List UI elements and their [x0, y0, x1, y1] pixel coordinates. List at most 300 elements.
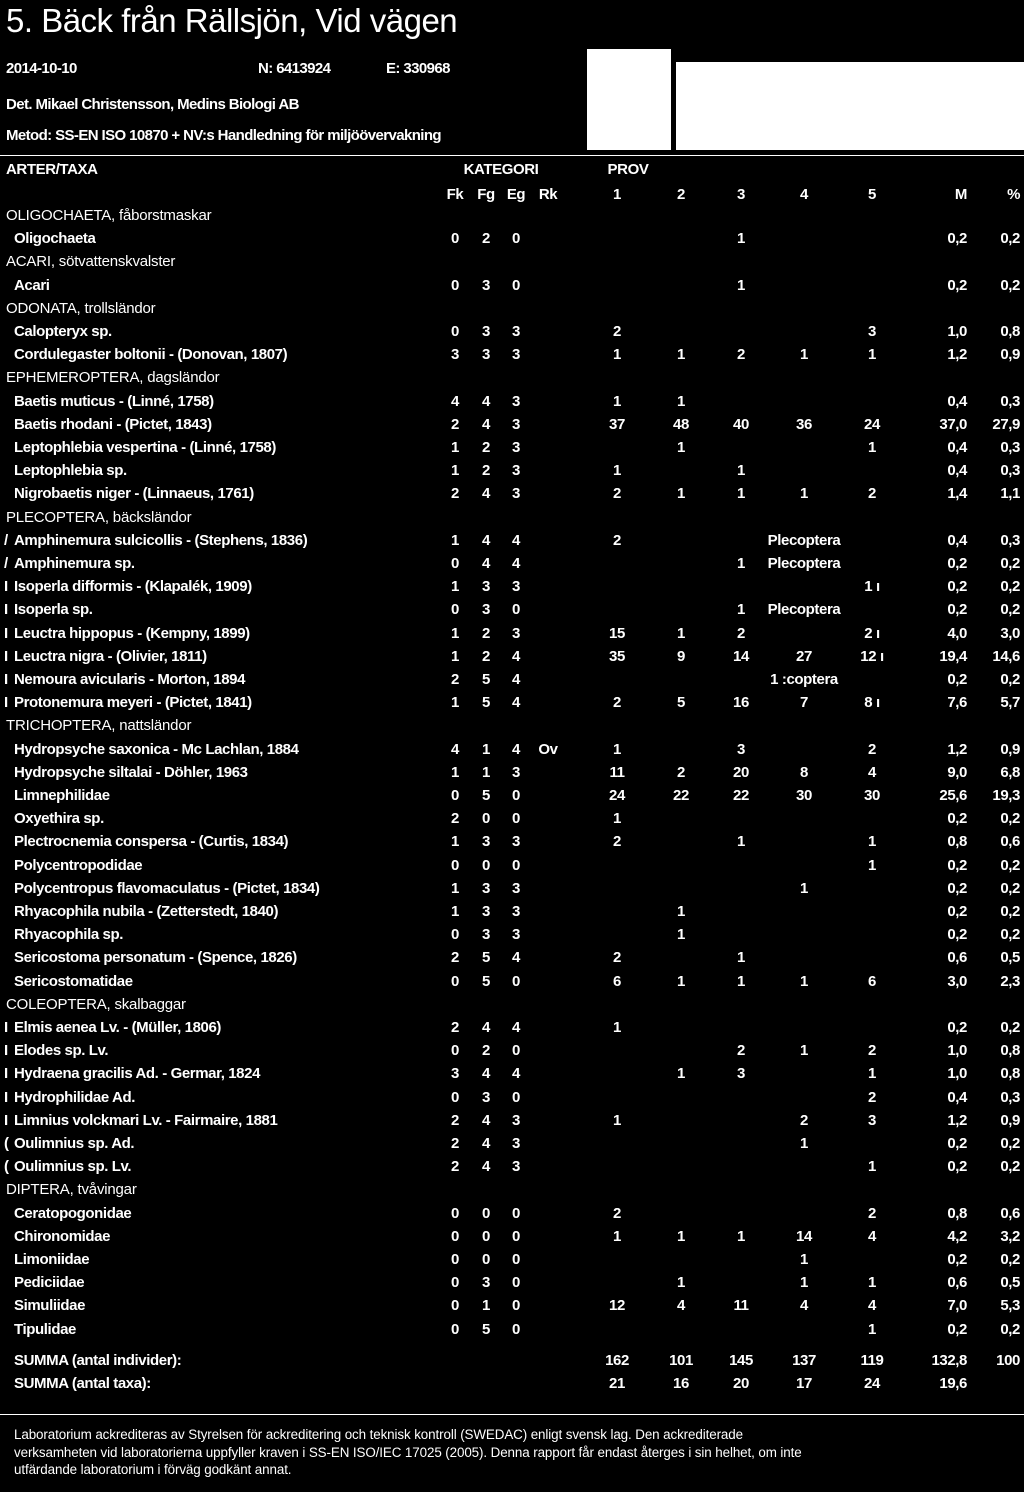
table-cell: 0,2 — [1000, 879, 1020, 897]
table-cell: 0 — [512, 276, 520, 294]
sum-cell: 17 — [796, 1375, 812, 1392]
table-cell: 0,2 — [947, 1158, 967, 1176]
table-cell: 12 — [609, 1297, 625, 1315]
table-cell: 0,4 — [947, 1088, 967, 1106]
table-cell: 0,8 — [1000, 323, 1020, 340]
table-cell: 2 — [737, 1042, 745, 1060]
table-cell: 1 — [482, 740, 490, 758]
table-cell: 1 — [677, 903, 685, 920]
taxon-name: Oulimnius sp. Ad. — [14, 1135, 135, 1152]
table-cell: 4 — [451, 392, 459, 410]
table-cell: 15 — [609, 624, 625, 642]
table-cell: 1 — [677, 392, 685, 410]
table-cell: 19,3 — [992, 787, 1020, 804]
table-cell: 20 — [733, 763, 749, 781]
table-cell: Ov — [538, 740, 558, 758]
table-cell: 3 — [512, 392, 520, 410]
taxon-name: Hydrophilidae Ad. — [14, 1088, 135, 1106]
table-cell: 22 — [733, 787, 749, 804]
taxon-group: PLECOPTERA, bäcksländor — [6, 508, 192, 526]
table-cell: 5 — [482, 787, 490, 804]
table-cell: 1 — [868, 833, 876, 851]
table-cell: 2 — [613, 833, 621, 851]
table-cell: 2 — [868, 1088, 876, 1106]
table-cell: 2 — [451, 810, 459, 828]
table-cell: 3 — [512, 1158, 520, 1176]
table-cell: 3 — [512, 833, 520, 851]
sum-label: SUMMA (antal individer): — [14, 1352, 182, 1369]
taxon-prefix: I — [4, 671, 8, 688]
table-cell: 3 — [512, 578, 520, 596]
table-cell: 0,2 — [1000, 903, 1020, 920]
table-cell: 2 — [868, 485, 876, 503]
table-cell: 1 — [677, 926, 685, 944]
taxon-prefix: I — [4, 601, 8, 619]
table-cell: 4 — [677, 1297, 685, 1315]
table-cell: 4 — [482, 1019, 490, 1036]
taxon-name: Elodes sp. Lv. — [14, 1042, 109, 1060]
table-cell: 0,4 — [947, 439, 967, 456]
table-cell: 19,4 — [939, 647, 967, 665]
table-cell: 0 — [512, 1227, 520, 1245]
table-cell: 2,3 — [1000, 972, 1020, 990]
sum-cell: 16 — [673, 1375, 689, 1392]
table-cell: 37 — [609, 415, 625, 433]
table-cell: 4 — [512, 671, 520, 688]
table-cell: 2 — [482, 647, 490, 665]
table-cell: 7,0 — [947, 1297, 967, 1315]
table-cell: 3 — [737, 740, 745, 758]
table-cell: 4 — [868, 1227, 876, 1245]
table-cell: 1 — [451, 624, 459, 642]
taxon-name: Acari — [14, 276, 50, 294]
column-header-3: Rk — [538, 186, 558, 203]
table-cell: 0,2 — [947, 555, 967, 572]
table-cell: 1 — [613, 740, 621, 758]
table-cell: 3 — [512, 624, 520, 642]
table-cell: 27,9 — [992, 415, 1020, 433]
taxon-name: Limnephilidae — [14, 787, 110, 804]
table-cell: 0 — [512, 856, 520, 874]
table-cell: 1 — [800, 1135, 808, 1152]
table-cell: 1,0 — [947, 323, 967, 340]
table-cell: 2 — [482, 624, 490, 642]
taxon-prefix: I — [4, 1088, 8, 1106]
logo-box-right — [676, 62, 1024, 150]
table-cell: 1 — [677, 439, 685, 456]
table-cell: 1 — [482, 763, 490, 781]
table-cell: 4 — [482, 485, 490, 503]
table-cell: 1 — [451, 439, 459, 456]
taxon-group: TRICHOPTERA, nattsländor — [6, 717, 192, 735]
table-cell: 0,2 — [1000, 926, 1020, 944]
table-cell: 1 — [677, 972, 685, 990]
table-cell: 0,2 — [947, 578, 967, 596]
accreditation-footer — [14, 1426, 1014, 1479]
prov-header: PROV — [607, 161, 649, 178]
table-cell: 1 — [482, 1297, 490, 1315]
table-cell: 2 — [613, 531, 621, 549]
table-cell: 0,2 — [1000, 578, 1020, 596]
table-cell: 4 — [482, 1111, 490, 1129]
table-cell: 3 — [512, 415, 520, 433]
table-cell: 1 — [613, 1019, 621, 1036]
table-cell: 0 — [451, 972, 459, 990]
taxon-prefix: I — [4, 694, 8, 712]
taxon-prefix: I — [4, 624, 8, 642]
table-cell: 5 — [677, 694, 685, 712]
table-cell: 1 — [451, 531, 459, 549]
table-cell: 0 — [451, 787, 459, 804]
table-cell: 2 — [613, 1204, 621, 1222]
table-cell: 1 — [868, 346, 876, 364]
taxon-prefix: I — [4, 1042, 8, 1060]
table-cell: 0 — [451, 1251, 459, 1268]
taxon-name: Nemoura avicularis - Morton, 1894 — [14, 671, 246, 688]
table-cell: 3 — [868, 1111, 876, 1129]
table-cell: 0,2 — [947, 1251, 967, 1268]
table-cell: 0,3 — [1000, 462, 1020, 480]
table-cell: 30 — [864, 787, 880, 804]
table-cell: 14 — [796, 1227, 812, 1245]
table-cell: 0,3 — [1000, 1088, 1020, 1106]
table-cell: 2 — [451, 1111, 459, 1129]
taxon-name: Polycentropodidae — [14, 856, 143, 874]
table-cell: 0,2 — [1000, 810, 1020, 828]
table-cell: 1,1 — [1000, 485, 1020, 503]
table-cell: 3 — [482, 1088, 490, 1106]
table-cell: 1,2 — [947, 740, 967, 758]
table-cell: 4 — [451, 740, 459, 758]
table-cell: 3 — [512, 323, 520, 340]
method: Metod: SS-EN ISO 10870 + NV:s Handledning för miljöövervakning — [6, 127, 441, 144]
table-cell: 0,2 — [947, 1019, 967, 1036]
table-cell: 0,6 — [1000, 833, 1020, 851]
table-cell: 2 ı — [864, 624, 880, 642]
table-cell: 0,9 — [1000, 740, 1020, 758]
taxon-name: Oxyethira sp. — [14, 810, 104, 828]
table-cell: 0 — [512, 230, 520, 248]
table-cell: 0 — [482, 1227, 490, 1245]
taxon-name: Ceratopogonidae — [14, 1204, 132, 1222]
table-cell: 6 — [613, 972, 621, 990]
header-divider — [0, 155, 1024, 156]
table-cell: 0 — [512, 972, 520, 990]
table-cell: 6 — [868, 972, 876, 990]
table-cell: 0 — [512, 1042, 520, 1060]
table-cell: 0,2 — [1000, 230, 1020, 248]
taxon-name: Sericostomatidae — [14, 972, 133, 990]
table-cell: 0 — [451, 1297, 459, 1315]
table-cell: Plecoptera — [767, 555, 841, 572]
table-cell: 0,2 — [1000, 555, 1020, 572]
table-cell: 1 — [613, 1111, 621, 1129]
table-cell: 2 — [451, 671, 459, 688]
table-cell: 0 — [451, 1088, 459, 1106]
column-header-4: 1 — [613, 186, 621, 203]
table-cell: 24 — [864, 415, 880, 433]
taxon-name: Leuctra nigra - (Olivier, 1811) — [14, 647, 207, 665]
table-cell: 4 — [512, 694, 520, 712]
table-cell: 0,9 — [1000, 346, 1020, 364]
taxon-name: Leptophlebia sp. — [14, 462, 127, 480]
table-cell: 0,2 — [947, 810, 967, 828]
table-cell: 4 — [512, 555, 520, 572]
table-cell: 0,8 — [1000, 1042, 1020, 1060]
table-cell: 9 — [677, 647, 685, 665]
column-header-7: 4 — [800, 186, 808, 203]
table-cell: 1 — [451, 833, 459, 851]
table-cell: 0 — [512, 1320, 520, 1338]
table-cell: 3 — [512, 879, 520, 897]
table-cell: 3 — [482, 833, 490, 851]
table-cell: 5,7 — [1000, 694, 1020, 712]
taxon-prefix: I — [4, 578, 8, 596]
taxon-group: DIPTERA, tvåvingar — [6, 1181, 137, 1199]
table-cell: 4 — [482, 531, 490, 549]
column-header-10: % — [1007, 186, 1020, 203]
table-cell: 0,2 — [947, 1320, 967, 1338]
table-cell: 4 — [482, 555, 490, 572]
sum-cell: 101 — [669, 1352, 693, 1369]
sum-cell: 19,6 — [939, 1375, 967, 1392]
taxon-prefix: I — [4, 647, 8, 665]
taxon-name: Amphinemura sp. — [14, 555, 135, 572]
table-cell: 5 — [482, 1320, 490, 1338]
table-cell: 0 — [512, 1297, 520, 1315]
table-cell: Plecoptera — [767, 601, 841, 619]
table-cell: 1 — [800, 1274, 808, 1292]
table-cell: 1 — [800, 1042, 808, 1060]
sum-cell: 137 — [792, 1352, 816, 1369]
table-cell: 0 — [451, 601, 459, 619]
table-cell: 2 — [451, 1019, 459, 1036]
taxon-name: Isoperla difformis - (Klapalék, 1909) — [14, 578, 252, 596]
table-cell: 1,2 — [947, 346, 967, 364]
table-cell: 1 :coptera — [770, 671, 838, 688]
table-cell: 0 — [451, 926, 459, 944]
table-cell: 35 — [609, 647, 625, 665]
table-cell: 3 — [512, 903, 520, 920]
taxon-name: Tipulidae — [14, 1320, 76, 1338]
table-cell: 0,3 — [1000, 392, 1020, 410]
table-cell: 5,3 — [1000, 1297, 1020, 1315]
taxon-prefix: ( — [4, 1135, 9, 1152]
table-cell: 11 — [609, 763, 625, 781]
table-cell: 0,2 — [1000, 601, 1020, 619]
table-cell: 30 — [796, 787, 812, 804]
table-cell: 2 — [800, 1111, 808, 1129]
table-cell: 2 — [482, 1042, 490, 1060]
table-cell: 4 — [482, 392, 490, 410]
table-cell: 9,0 — [947, 763, 967, 781]
table-cell: 3 — [512, 1135, 520, 1152]
table-cell: 0 — [512, 1251, 520, 1268]
column-header-2: Eg — [506, 186, 526, 203]
table-cell: 8 — [800, 763, 808, 781]
table-cell: 7 — [800, 694, 808, 712]
table-cell: 1 — [737, 555, 745, 572]
taxon-name: Hydraena gracilis Ad. - Germar, 1824 — [14, 1065, 261, 1083]
table-cell: 0 — [512, 1204, 520, 1222]
table-cell: 0 — [451, 555, 459, 572]
table-cell: 0,4 — [947, 531, 967, 549]
table-cell: 0 — [482, 1204, 490, 1222]
table-cell: 1 — [677, 624, 685, 642]
table-cell: 1 ı — [864, 578, 880, 596]
table-cell: 3 — [482, 346, 490, 364]
table-cell: 4 — [512, 1019, 520, 1036]
table-cell: 0 — [512, 601, 520, 619]
table-cell: 4 — [800, 1297, 808, 1315]
table-cell: 3 — [482, 323, 490, 340]
table-cell: 3 — [512, 346, 520, 364]
table-cell: 7,6 — [947, 694, 967, 712]
table-cell: 0,3 — [1000, 531, 1020, 549]
table-cell: 3 — [482, 601, 490, 619]
table-cell: 1 — [800, 879, 808, 897]
table-cell: 3 — [868, 323, 876, 340]
taxon-name: Polycentropus flavomaculatus - (Pictet, 1834) — [14, 879, 320, 897]
table-cell: 1 — [451, 462, 459, 480]
table-cell: 4 — [482, 1135, 490, 1152]
table-cell: 2 — [737, 624, 745, 642]
sum-cell: 119 — [860, 1352, 884, 1369]
coordinate-north: N: 6413924 — [258, 60, 331, 77]
table-cell: Plecoptera — [767, 531, 841, 549]
table-cell: 4,2 — [947, 1227, 967, 1245]
taxon-name: Isoperla sp. — [14, 601, 93, 619]
table-cell: 0,4 — [947, 462, 967, 480]
page-title: 5. Bäck från Rällsjön, Vid vägen — [6, 2, 458, 39]
table-cell: 8 ı — [864, 694, 880, 712]
table-cell: 0,5 — [1000, 949, 1020, 967]
taxon-name: Leptophlebia vespertina - (Linné, 1758) — [14, 439, 276, 456]
table-cell: 0,2 — [1000, 1158, 1020, 1176]
table-cell: 1,2 — [947, 1111, 967, 1129]
taxon-name: Amphinemura sulcicollis - (Stephens, 1836) — [14, 531, 308, 549]
taxon-group: OLIGOCHAETA, fåborstmaskar — [6, 207, 212, 224]
table-cell: 4 — [868, 1297, 876, 1315]
table-cell: 2 — [482, 230, 490, 248]
determined-by: Det. Mikael Christensson, Medins Biologi AB — [6, 96, 299, 113]
sum-cell: 145 — [729, 1352, 753, 1369]
table-cell: 1 — [737, 276, 745, 294]
table-cell: 2 — [677, 763, 685, 781]
table-cell: 1 — [868, 439, 876, 456]
table-cell: 1 — [868, 1158, 876, 1176]
table-cell: 1 — [800, 1251, 808, 1268]
table-cell: 40 — [733, 415, 749, 433]
table-cell: 3 — [737, 1065, 745, 1083]
table-cell: 3,0 — [1000, 624, 1020, 642]
table-cell: 0,2 — [947, 1135, 967, 1152]
table-cell: 3 — [512, 439, 520, 456]
taxon-group: COLEOPTERA, skalbaggar — [6, 995, 186, 1013]
taxon-name: Hydropsyche siltalai - Döhler, 1963 — [14, 763, 248, 781]
column-header-5: 2 — [677, 186, 685, 203]
table-cell: 4 — [512, 949, 520, 967]
table-cell: 4 — [482, 1158, 490, 1176]
table-cell: 24 — [609, 787, 625, 804]
table-cell: 1 — [737, 230, 745, 248]
taxon-name: Nigrobaetis niger - (Linnaeus, 1761) — [14, 485, 254, 503]
table-cell: 22 — [673, 787, 689, 804]
table-cell: 1 — [868, 1065, 876, 1083]
table-cell: 0 — [482, 1251, 490, 1268]
table-cell: 1 — [451, 647, 459, 665]
table-cell: 2 — [868, 1042, 876, 1060]
table-cell: 3 — [512, 485, 520, 503]
table-cell: 3 — [482, 276, 490, 294]
table-cell: 1 — [451, 879, 459, 897]
sample-date: 2014-10-10 — [6, 60, 77, 77]
column-header-9: M — [954, 186, 967, 203]
table-cell: 0 — [451, 1204, 459, 1222]
table-cell: 4 — [512, 740, 520, 758]
table-cell: 3 — [482, 1274, 490, 1292]
table-cell: 3 — [512, 926, 520, 944]
taxon-prefix: I — [4, 1019, 8, 1036]
table-cell: 0,2 — [947, 671, 967, 688]
table-cell: 2 — [868, 1204, 876, 1222]
table-cell: 0,8 — [947, 833, 967, 851]
table-cell: 2 — [451, 1135, 459, 1152]
taxon-name: Limoniidae — [14, 1251, 90, 1268]
table-cell: 1,0 — [947, 1065, 967, 1083]
table-cell: 0 — [512, 1274, 520, 1292]
table-cell: 0,2 — [1000, 276, 1020, 294]
table-cell: 0,2 — [947, 230, 967, 248]
taxon-name: Hydropsyche saxonica - Mc Lachlan, 1884 — [14, 740, 299, 758]
table-cell: 1 — [451, 763, 459, 781]
taxon-name: Plectrocnemia conspersa - (Curtis, 1834) — [14, 833, 289, 851]
table-cell: 1 — [737, 462, 745, 480]
footer-line: Laboratorium ackrediteras av Styrelsen för ackreditering och teknisk kontroll (SWEDAC) enligt svensk lag. Den ackrediterade — [14, 1427, 743, 1442]
table-cell: 48 — [673, 415, 689, 433]
table-cell: 0,2 — [947, 926, 967, 944]
taxon-name: Sericostoma personatum - (Spence, 1826) — [14, 949, 297, 967]
table-cell: 1 — [800, 972, 808, 990]
table-cell: 0,6 — [947, 949, 967, 967]
table-cell: 5 — [482, 949, 490, 967]
table-cell: 5 — [482, 694, 490, 712]
table-cell: 0 — [451, 1320, 459, 1338]
table-cell: 1 — [677, 1227, 685, 1245]
taxon-name: Baetis muticus - (Linné, 1758) — [14, 392, 214, 410]
taxon-name: Protonemura meyeri - (Pictet, 1841) — [14, 694, 252, 712]
table-cell: 0 — [451, 276, 459, 294]
table-cell: 2 — [482, 439, 490, 456]
table-cell: 0 — [451, 1274, 459, 1292]
taxon-name: Cordulegaster boltonii - (Donovan, 1807) — [14, 346, 288, 364]
table-cell: 12 ı — [860, 647, 884, 665]
taxon-prefix: / — [4, 555, 8, 572]
sum-label: SUMMA (antal taxa): — [14, 1375, 151, 1392]
table-cell: 3 — [482, 926, 490, 944]
column-header-0: Fk — [446, 186, 464, 203]
table-cell: 2 — [613, 949, 621, 967]
table-cell: 1 — [451, 694, 459, 712]
taxon-name: Calopteryx sp. — [14, 323, 112, 340]
table-cell: 0,6 — [1000, 1204, 1020, 1222]
column-header-8: 5 — [868, 186, 876, 203]
sum-cell: 100 — [996, 1352, 1020, 1369]
table-cell: 0,2 — [1000, 1019, 1020, 1036]
taxon-name: Simuliidae — [14, 1297, 86, 1315]
taxon-name: Limnius volckmari Lv. - Fairmaire, 1881 — [14, 1111, 278, 1129]
taxon-name: Rhyacophila nubila - (Zetterstedt, 1840) — [14, 903, 279, 920]
